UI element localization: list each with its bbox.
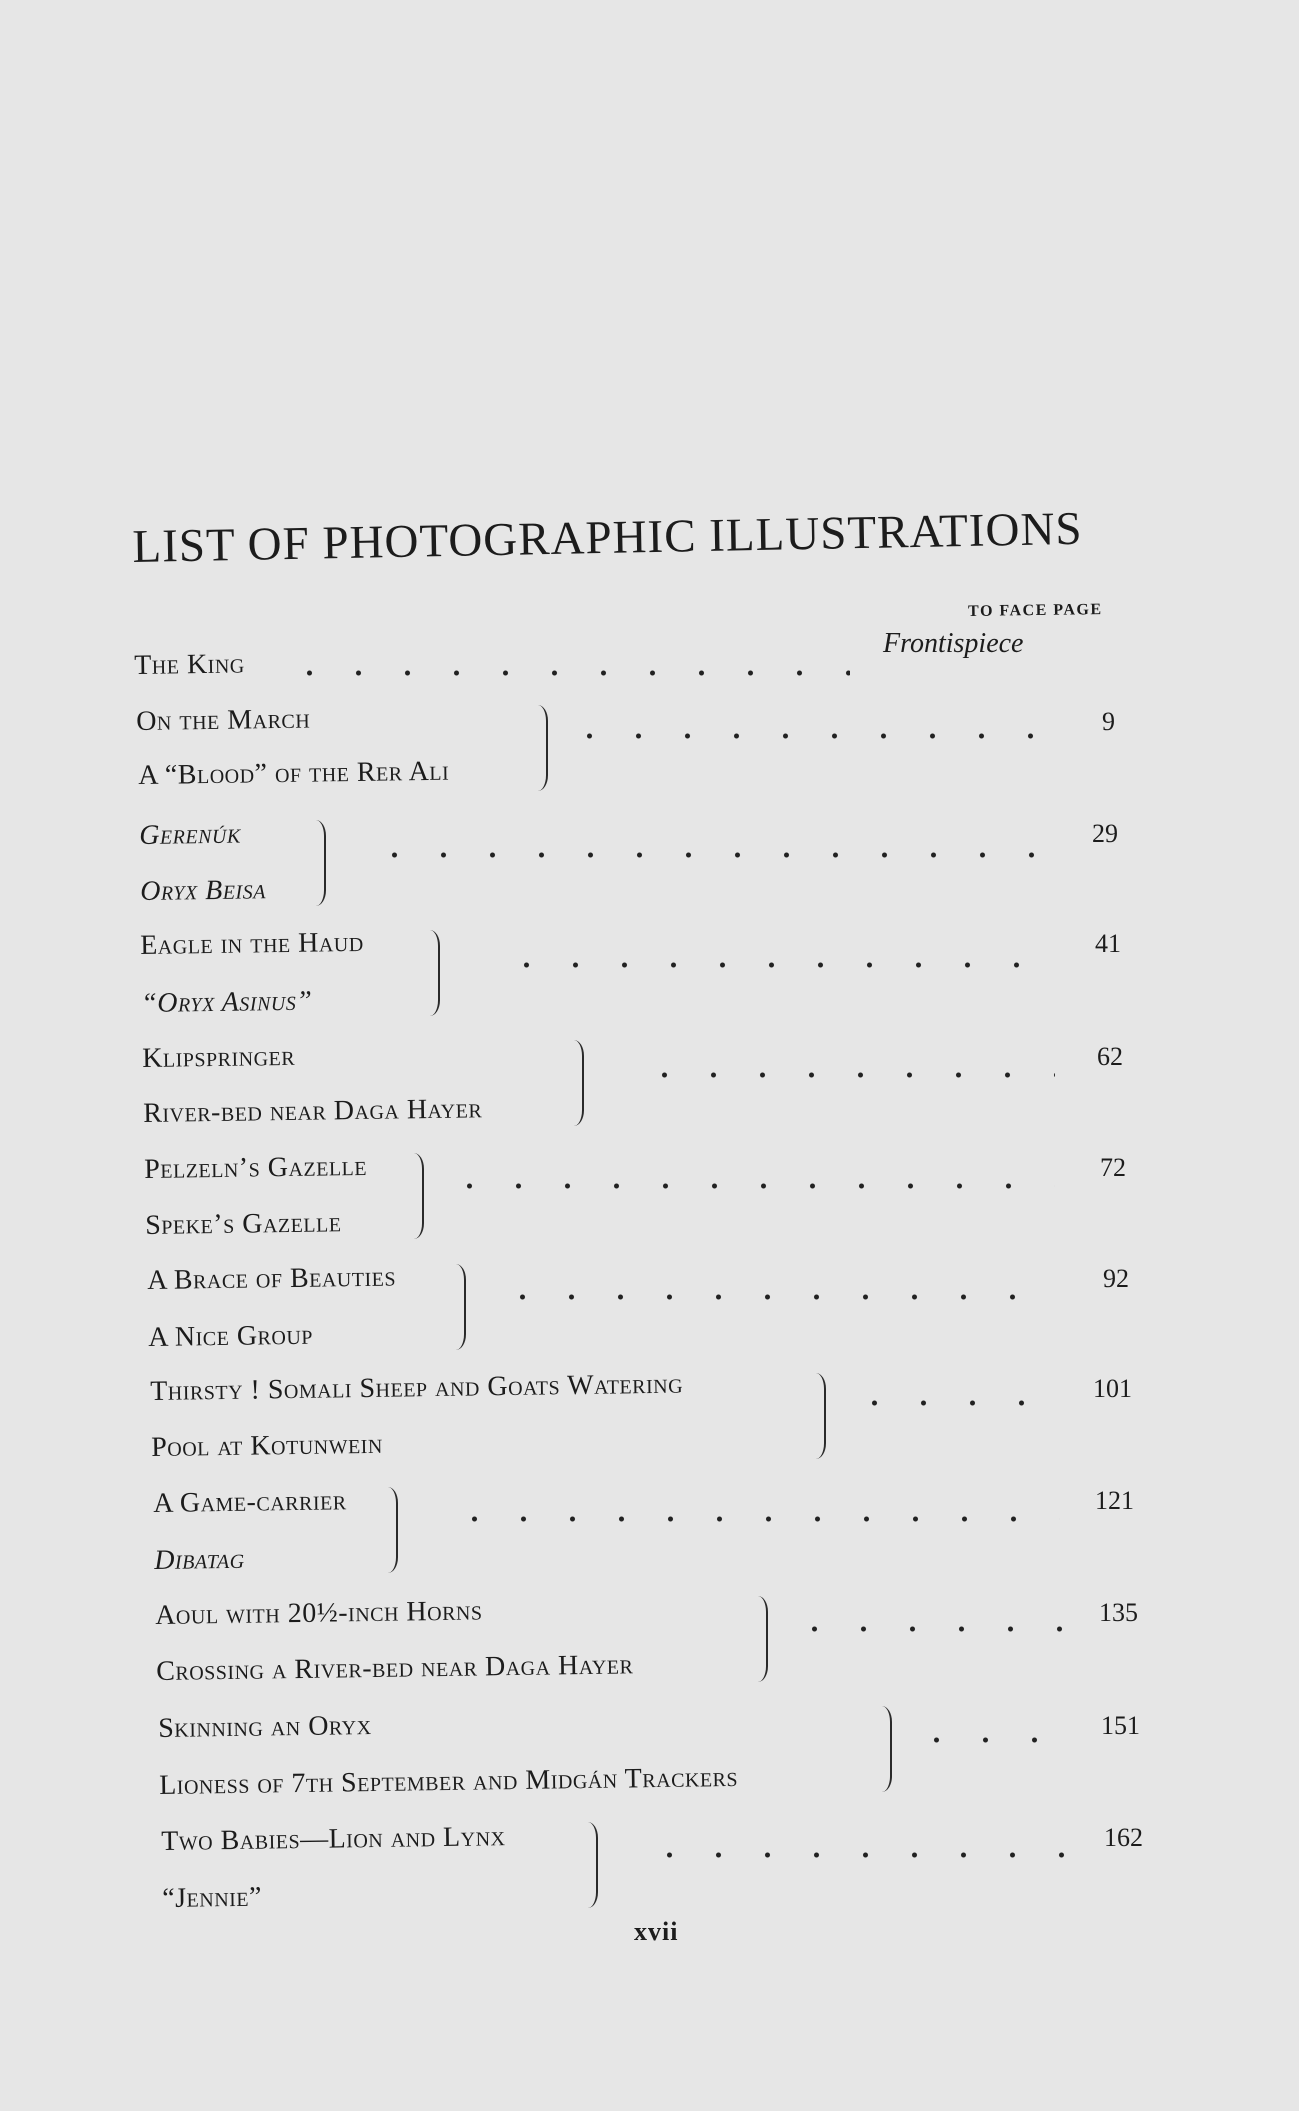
leader-dots — [498, 1294, 1058, 1300]
brace — [456, 1264, 466, 1350]
page-number: 162 — [1104, 1823, 1143, 1852]
caption-thirsty: Thirsty ! Somali Sheep and Goats Watering — [150, 1368, 684, 1407]
brace — [316, 820, 326, 906]
caption-pelzelns-gazelle: Pelzeln’s Gazelle — [144, 1150, 368, 1185]
caption-gerenuk: Gerenúk — [139, 818, 241, 851]
caption-nice-group: A Nice Group — [148, 1319, 314, 1353]
leader-dots — [640, 1072, 1055, 1078]
caption-aoul: Aoul with 20½-inch Horns — [155, 1595, 483, 1631]
caption-skinning-oryx: Skinning an Oryx — [158, 1710, 372, 1744]
caption-dibatag: Dibatag — [154, 1543, 245, 1576]
caption-brace-of-beauties: A Brace of Beauties — [147, 1261, 397, 1296]
caption-klipspringer: Klipspringer — [142, 1040, 296, 1074]
caption-lioness-midgan: Lioness of 7th September and Midgán Trackers — [159, 1761, 739, 1801]
leader-dots — [285, 670, 850, 676]
page-number: 135 — [1099, 1598, 1138, 1627]
leader-dots — [445, 1183, 1055, 1189]
leader-dots — [502, 962, 1052, 968]
brace — [574, 1040, 584, 1126]
caption-jennie: “Jennie” — [162, 1881, 263, 1914]
page-number: 121 — [1095, 1486, 1134, 1515]
column-heading: TO FACE PAGE — [968, 601, 1103, 620]
page-frontispiece: Frontispiece — [883, 628, 1024, 659]
page-number: 9 — [1102, 707, 1115, 736]
caption-game-carrier: A Game-carrier — [153, 1485, 347, 1519]
caption-eagle-haud: Eagle in the Haud — [140, 926, 364, 961]
page-number: 92 — [1103, 1264, 1129, 1293]
caption-pool-kotunwein: Pool at Kotunwein — [151, 1428, 384, 1463]
folio-page-number: xvii — [634, 1917, 679, 1946]
caption-the-king: The King — [134, 648, 245, 681]
leader-dots — [565, 733, 1055, 739]
leader-dots — [790, 1626, 1065, 1632]
leader-dots — [450, 1516, 1060, 1522]
caption-two-babies: Two Babies—Lion and Lynx — [161, 1821, 506, 1857]
brace — [538, 705, 548, 791]
page-title: LIST OF PHOTOGRAPHIC ILLUSTRATIONS — [132, 502, 1083, 573]
caption-on-the-march: On the March — [136, 703, 311, 737]
leader-dots — [850, 1400, 1065, 1406]
leader-dots — [912, 1737, 1067, 1743]
brace — [414, 1153, 424, 1239]
brace — [758, 1596, 768, 1682]
page-number: 41 — [1095, 929, 1121, 958]
leader-dots — [370, 852, 1050, 858]
caption-oryx-asinus: “Oryx Asinus” — [141, 985, 313, 1019]
caption-oryx-beisa: Oryx Beisa — [140, 874, 267, 907]
page-number: 151 — [1101, 1711, 1140, 1740]
page-number: 101 — [1093, 1374, 1132, 1403]
brace — [882, 1706, 892, 1792]
caption-crossing-river-bed: Crossing a River-bed near Daga Hayer — [156, 1649, 634, 1687]
brace — [588, 1822, 598, 1908]
page-number: 29 — [1092, 819, 1118, 848]
page-number: 72 — [1100, 1153, 1126, 1182]
caption-river-bed: River-bed near Daga Hayer — [143, 1093, 483, 1129]
leader-dots — [645, 1852, 1070, 1858]
caption-spekes-gazelle: Speke’s Gazelle — [145, 1207, 342, 1241]
brace — [388, 1487, 398, 1573]
caption-blood-rer-ali: A “Blood” of the Rer Ali — [138, 755, 450, 791]
brace — [816, 1373, 826, 1459]
brace — [430, 930, 440, 1016]
page-number: 62 — [1097, 1042, 1123, 1071]
